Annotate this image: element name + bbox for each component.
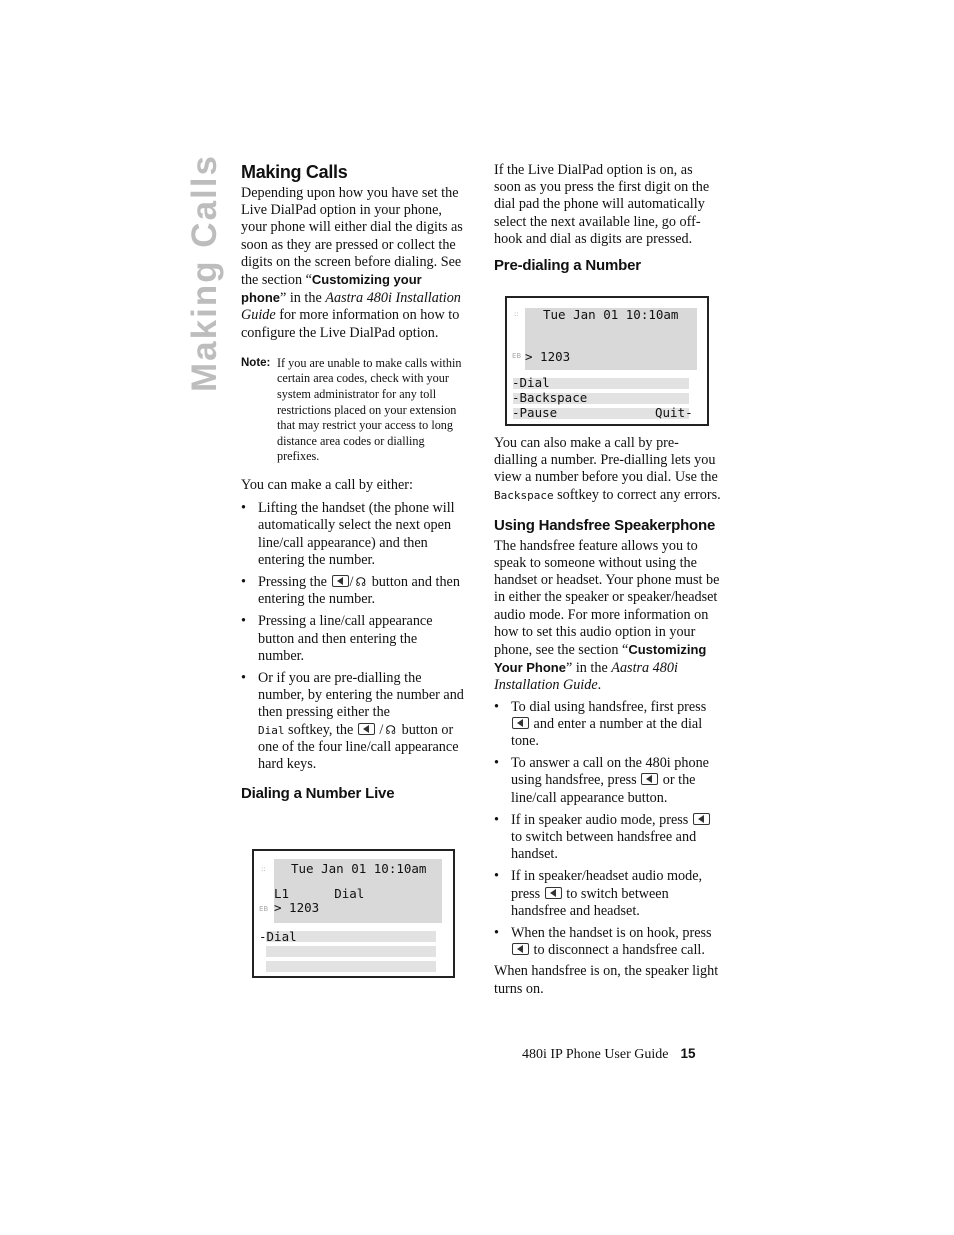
handsfree-paragraph: The handsfree feature allows you to speak to someone without using the handset or headset. Your phone must be in either the speaker or speaker/headset audio mode. For more information on how to set this audio option in your phone, see the section “Customizing Your Phone” in the Aastra 480i Installation Guide. [494, 537, 720, 694]
dial-softkey-label: Dial [258, 723, 285, 737]
speaker-icon [693, 813, 710, 825]
speaker-icon [641, 773, 658, 785]
dial-softkey[interactable]: -Dial [259, 929, 297, 944]
right-column-lower [494, 435, 722, 998]
note-block [241, 356, 466, 465]
speaker-icon [545, 887, 562, 899]
handsfree-list [494, 699, 722, 960]
phone-display-predial: :: EB Tue Jan 01 10:10am > 1203 -Dial -Backspace -Pause Quit- [505, 296, 709, 426]
display-number: > 1203 [274, 900, 320, 915]
backspace-softkey[interactable]: -Backspace [512, 390, 588, 405]
list-item: • To dial using handsfree, first press and enter a number at the dial tone. [494, 699, 722, 751]
closing-text: When handsfree is on, the speaker light turns on. [494, 963, 719, 997]
display-line-status: L1 Dial [274, 886, 365, 901]
handsfree-heading: Using Handsfree Speakerphone [494, 516, 716, 534]
headset-icon: ☊ [385, 722, 397, 737]
pause-softkey[interactable]: -Pause [512, 405, 558, 420]
side-title: Making Calls [185, 154, 224, 392]
display-date: Tue Jan 01 10:10am [291, 861, 427, 876]
list-item: • Pressing the / ☊ button and then entering the number. [241, 574, 466, 608]
list-item: • To answer a call on the 480i phone using handsfree, press or the line/call appearance button. [494, 755, 722, 807]
guide-title: 480i IP Phone User Guide [522, 1047, 669, 1062]
display-number: > 1203 [525, 349, 571, 364]
dialing-live-heading: Dialing a Number Live [241, 785, 395, 803]
list-item: • When the handset is on hook, press to disconnect a handsfree call. [494, 925, 722, 959]
speaker-icon [332, 575, 349, 587]
list-item: • Lifting the handset (the phone will automatically select the next open line/call appearance) and then entering the number. [241, 500, 466, 569]
note-text: If you are unable to make calls within certain area codes, check with your system administrator for any toll restrictions placed on your extension that may restrict your access to long distance area codes or dialling prefixes. [277, 355, 462, 464]
either-text: You can make a call by either: [241, 476, 413, 493]
intro-paragraph: Depending upon how you have set the Live DialPad option in your phone, your phone will either dial the digits as soon as they are pressed or collect the digits on the screen before dialing. See the section “Customizing your phone” in the Aastra 480i Installation Guide for more information on how to configure the Live DialPad option. [241, 185, 463, 341]
speaker-icon [512, 943, 529, 955]
note-label: Note: [241, 356, 271, 369]
dial-softkey[interactable]: -Dial [512, 375, 550, 390]
display-date: Tue Jan 01 10:10am [543, 307, 679, 322]
list-item: • Pressing a line/call appearance button and then entering the number. [241, 613, 466, 665]
list-item: • If in speaker/headset audio mode, press to switch between handsfree and headset. [494, 868, 722, 920]
live-dialpad-text: If the Live DialPad option is on, as soon as you press the first digit on the dial pad the phone will automatically select the next available line, go off-hook and dial as digits are pressed. [494, 162, 710, 247]
speaker-icon [358, 723, 375, 735]
left-column [241, 162, 466, 806]
page-number: 15 [680, 1046, 696, 1061]
customizing-link: Customizing your phone [241, 272, 422, 306]
right-column [494, 162, 722, 278]
backspace-softkey-label: Backspace [494, 488, 554, 502]
speaker-icon [512, 717, 529, 729]
headset-icon: ☊ [355, 575, 367, 589]
page-footer [522, 1046, 696, 1063]
quit-softkey[interactable]: Quit- [655, 405, 693, 420]
predial-heading: Pre-dialing a Number [494, 257, 641, 275]
predial-paragraph: You can also make a call by pre-dialling a number. Pre-dialling lets you view a number before you dial. Use the Backspace softkey to correct any errors. [494, 435, 721, 503]
section-heading: Making Calls [241, 162, 348, 182]
list-item: • If in speaker audio mode, press to switch between handsfree and handset. [494, 812, 722, 864]
phone-display-live: :: EB Tue Jan 01 10:10am L1 Dial > 1203 -Dial [252, 849, 455, 978]
customizing-link: Customizing Your Phone [494, 642, 707, 676]
call-methods-list [241, 500, 466, 773]
list-item: • Or if you are pre-dialling the number, by entering the number and then pressing either the Dial softkey, the / ☊ button or one of the four line/call appearance hard keys. [241, 670, 466, 773]
